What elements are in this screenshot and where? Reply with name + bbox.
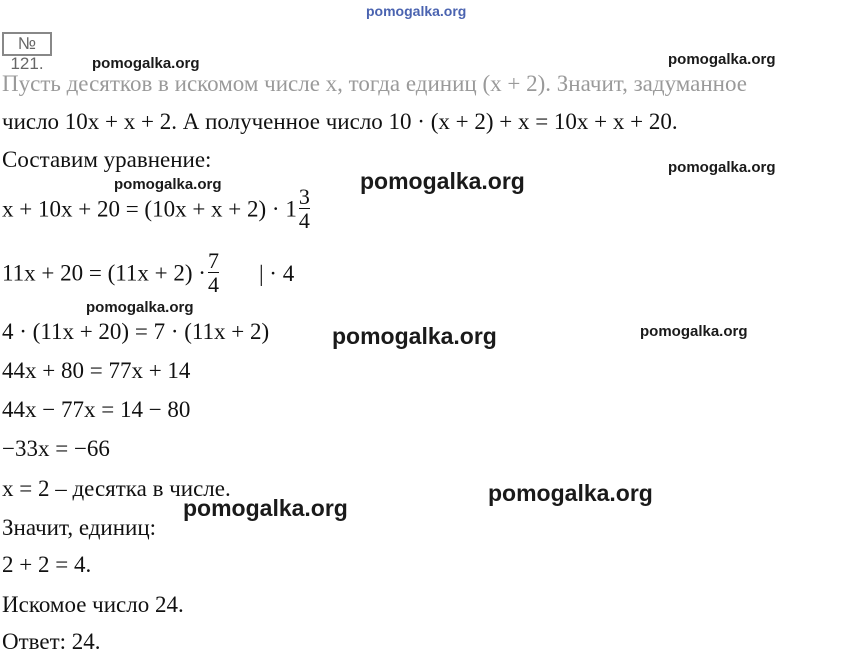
watermark: pomogalka.org [488,480,653,506]
solution-line-1: Пусть десятков в искомом числе x, тогда единиц (x + 2). Значит, задуманное [2,71,747,96]
equation-6: −33x = −66 [2,436,110,461]
watermark: pomogalka.org [92,55,200,72]
equation-1-left: x + 10x + 20 = (10x + x + 2) · 1 [2,196,297,222]
problem-number: № 121. [2,32,52,56]
units-line: Значит, единиц: [2,515,157,540]
multiplier-note: | · 4 [258,260,295,286]
site-header-watermark: pomogalka.org [366,3,467,19]
equation-2-left: 11x + 20 = (11x + 2) · [2,260,206,286]
number-line: Искомое число 24. [2,592,184,617]
mixed-fraction [299,186,310,232]
fraction-denominator: 4 [207,272,219,297]
watermark: pomogalka.org [183,495,348,521]
equation-8: 2 + 2 = 4. [2,552,92,577]
fraction-numerator: 7 [207,248,219,273]
solution-line-3: Составим уравнение: [2,147,212,172]
watermark: pomogalka.org [114,176,222,193]
fraction [208,250,219,296]
fraction-denominator: 4 [298,208,310,233]
answer-line: Ответ: 24. [2,629,101,654]
equation-7: x = 2 – десятка в числе. [2,476,231,501]
watermark: pomogalka.org [332,323,497,349]
equation-4: 44x + 80 = 77x + 14 [2,358,191,383]
solution-line-2: число 10x + x + 2. А полученное число 10 · (x + 2) + x = 10x + x + 20. [2,109,678,134]
equation-3: 4 · (11x + 20) = 7 · (11x + 2) [2,319,270,344]
watermark: pomogalka.org [640,323,748,340]
watermark: pomogalka.org [86,299,194,316]
equation-5: 44x − 77x = 14 − 80 [2,397,191,422]
watermark: pomogalka.org [668,51,776,68]
watermark: pomogalka.org [360,168,525,194]
watermark: pomogalka.org [668,159,776,176]
equation-1 [2,186,310,232]
fraction-numerator: 3 [298,184,310,209]
equation-2 [2,250,294,296]
